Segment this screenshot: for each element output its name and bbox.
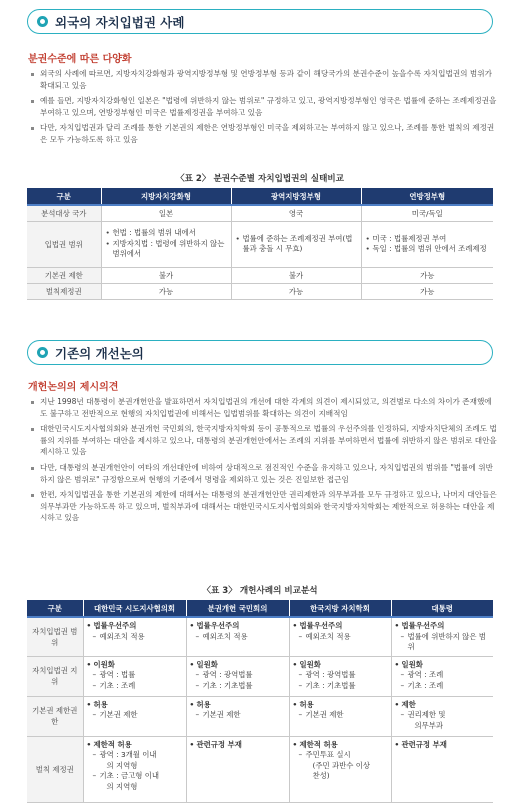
cell-subitem: – 기초 : 금고형 이내 [87,771,183,782]
cell-subitem-continued: 찬성) [312,771,330,780]
cell-heading: • 법률우선주의 [87,621,183,632]
list-item: • 독일 : 법률의 범위 안에서 조례제정 [366,244,490,255]
section-1-header [27,9,493,34]
section-2-bullets [30,396,498,528]
table-row [27,696,493,736]
table-cell [186,617,289,656]
section-2-title: 기존의 개선논의 [55,345,144,361]
table-cell [186,656,289,696]
table-cell [231,221,361,267]
section-2-subheading: 개헌논의의 제시의견 [28,382,119,393]
cell-heading: • 일원화 [395,660,491,671]
table-header-cell: 대통령 [391,600,493,617]
table-header-cell: 분권개헌 국민회의 [186,600,289,617]
cell-subitem-continued: 의무부과 [414,720,444,730]
table-row [27,617,493,656]
cell-subitem: – 예외조치 적용 [87,632,183,643]
list-item: • 미국 : 법률제정권 부여 [366,234,490,245]
cell-heading: • 허용 [293,700,388,711]
cell-subitem-continued: (주민 과반수 이상 [312,760,371,770]
cell-heading: • 관련규정 부재 [395,740,491,751]
row-label: 입법권 범위 [27,221,101,267]
bullet-item: 다만, 대통령의 분권개헌안이 여타의 개선대안에 비하여 상대적으로 점진적인 수준을 유지하고 있으나, 자치입법권의 범위를 "법률에 위반하지 않은 범위로" 규정함으로써 현행의 기준에서 명령을 제외하고 있는 것은 진일보한 접근임 [30,462,498,485]
table-2 [27,188,493,300]
cell-subitem: – 광역 : 조례 [395,670,491,681]
section-1-title: 외국의 자치입법권 사례 [55,14,185,30]
cell-heading: • 허용 [190,700,286,711]
cell-subitem-continued: 의 지역형 [106,760,138,770]
table-header-cell: 구분 [27,600,83,617]
cell-heading: • 이원화 [87,660,183,671]
cell-subitem: – 기초 : 조례 [395,681,491,692]
row-label: 자치입법권 지위 [27,656,83,696]
table-row [27,283,493,299]
table-header-cell: 지방자치강화형 [101,188,231,205]
cell-subitem: – 광역 : 법률 [87,670,183,681]
table-row [27,656,493,696]
bullet-item: 지난 1998년 대통령이 분권개헌안을 발표하면서 자치입법권의 개선에 대한 각계의 의견이 제시되었고, 의견별로 다소의 차이가 존재했에도 불구하고 전반적으로 현행의 자치입법권에 비해서는 입법범위를 확대하는 의견이 지배적임 [30,396,498,419]
table-cell: 가능 [101,283,231,299]
table-cell: 불가 [101,267,231,283]
row-label: 벌칙 제정권 [27,736,83,802]
cell-subitem-continued: 의 지역형 [106,781,138,791]
table-cell: 일본 [101,205,231,221]
cell-heading: • 일원화 [293,660,388,671]
table-cell: 가능 [361,283,493,299]
table-header-cell: 광역지방정부형 [231,188,361,205]
cell-subitem: – 주민투표 실시 [293,750,388,761]
cell-subitem: – 광역 : 광역법률 [190,670,286,681]
table-cell [83,656,186,696]
cell-heading: • 일원화 [190,660,286,671]
row-label: 벌칙제정권 [27,283,101,299]
cell-heading: • 법률우선주의 [190,621,286,632]
bullet-item: 대한민국시도지사협의회와 분권개헌 국민회의, 한국지방자치학회 등이 공통적으로 법률의 우선주의를 인정하되, 지방자치단체의 조례도 법률의 지위를 부여하는 대안을 제시하고 있으나, 대통령의 분권개헌안에서는 조례의 지위를 부여하면서 법률에 위반하지 않은 범위로 대안을 제시하고 있음 [30,423,498,458]
table-cell [186,736,289,802]
table-row [27,221,493,267]
cell-subitem: – 기초 : 조례 [87,681,183,692]
table-cell [391,736,493,802]
cell-subitem: – 권리제한 및 [395,710,491,721]
cell-heading: • 제한적 허용 [87,740,183,751]
list-item: • 지방자치법 : 법령에 위반하지 않는 범위에서 [106,239,227,260]
circle-bullet-icon [37,347,48,358]
cell-heading: • 법률우선주의 [395,621,491,632]
cell-subitem: – 광역 : 광역법률 [293,670,388,681]
table-cell [289,696,391,736]
cell-subitem: – 기본권 제한 [293,710,388,721]
table-row [27,736,493,802]
table-2-caption: 〈표 2〉 분권수준별 자치입법권의 실태비교 [176,174,344,184]
cell-heading: • 허용 [87,700,183,711]
row-label: 기본권 제한 [27,267,101,283]
circle-bullet-icon [37,16,48,27]
table-cell [83,736,186,802]
bullet-item: 한편, 자치입법권을 통한 기본권의 제한에 대해서는 대통령의 분권개헌안만 권리제한과 의무부과를 모두 규정하고 있으나, 나머지 대안들은 의무부과만 가능하도록 하고 있으며, 벌칙부과에 대해서는 대한민국시도지사협의회와 한국지방자치학회는 제한적으로 허용하는 대안을 제시하고 있음 [30,489,498,524]
cell-subitem: – 예외조치 적용 [190,632,286,643]
table-cell [391,656,493,696]
cell-subitem: – 기초 : 기초법률 [190,681,286,692]
table-cell [361,221,493,267]
bullet-item: 예를 들면, 지방자치강화형인 일본은 "법령에 위반하지 않는 범위로" 규정하고 있고, 광역지방정부형인 영국은 법률에 준하는 조례제정권을 부여하고 있으며, 연방정부형인 미국은 법률제정권을 부여하고 있음 [30,95,498,118]
cell-subitem: – 법률에 위반하지 않은 범위 [395,632,491,653]
cell-heading: • 제한적 허용 [293,740,388,751]
cell-subitem: – 기초 : 기초법률 [293,681,388,692]
section-1-subheading: 분권수준에 따른 다양화 [28,54,132,65]
table-row [27,267,493,283]
row-label: 기본권 제한권한 [27,696,83,736]
table-cell: 불가 [231,267,361,283]
cell-subitem: – 기본권 제한 [87,710,183,721]
table-cell [83,617,186,656]
table-cell [289,617,391,656]
table-3-caption: 〈표 3〉 개헌사례의 비교분석 [202,586,318,596]
cell-subitem: – 기본권 제한 [190,710,286,721]
bullet-item: 외국의 사례에 따르면, 지방자치강화형과 광역지방정부형 및 연방정부형 등과 같이 해당국가의 분권수준이 높을수록 자치입법권의 범위가 확대되고 있음 [30,68,498,91]
table-cell: 가능 [361,267,493,283]
table-3 [27,600,493,803]
row-label: 자치입법권 범위 [27,617,83,656]
list-item: • 법률에 준하는 조례제정권 부여(법률과 충돌 시 무효) [236,234,357,255]
cell-heading: • 제한 [395,700,491,711]
table-cell [83,696,186,736]
section-1-bullets [30,68,498,150]
table-cell [289,736,391,802]
table-cell: 가능 [231,283,361,299]
table-header-row [27,600,493,617]
table-cell [186,696,289,736]
table-cell: 영국 [231,205,361,221]
cell-subitem: – 예외조치 적용 [293,632,388,643]
table-header-row [27,188,493,205]
table-cell [101,221,231,267]
table-row [27,205,493,221]
table-header-cell: 연방정부형 [361,188,493,205]
bullet-item: 다만, 자치입법권과 달리 조례를 통한 기본권의 제한은 연방정부형인 미국을 제외하고는 부여하지 않고 있으나, 조례를 통한 벌칙의 제정권은 모두 가능하도록 하고 있음 [30,122,498,145]
table-cell [289,656,391,696]
cell-heading: • 관련규정 부재 [190,740,286,751]
table-header-cell: 한국지방 자치학회 [289,600,391,617]
cell-subitem: – 광역 : 3개월 이내 [87,750,183,761]
table-header-cell: 구분 [27,188,101,205]
row-label: 분석대상 국가 [27,205,101,221]
list-item: • 헌법 : 법률의 범위 내에서 [106,228,227,239]
table-cell [391,617,493,656]
table-cell: 미국/독일 [361,205,493,221]
table-cell [391,696,493,736]
section-2-header [27,340,493,365]
cell-heading: • 법률우선주의 [293,621,388,632]
table-header-cell: 대한민국 시도지사협의회 [83,600,186,617]
